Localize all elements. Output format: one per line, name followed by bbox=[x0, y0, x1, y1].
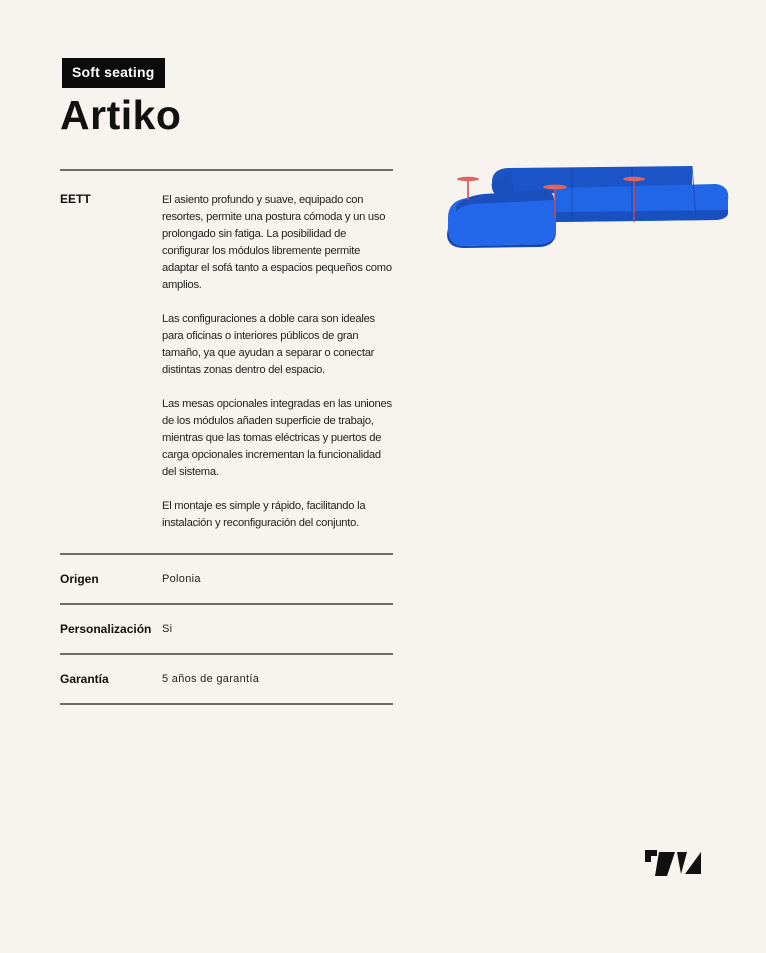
spec-table bbox=[60, 169, 393, 705]
spec-value-personalizacion: Si bbox=[162, 623, 173, 635]
spec-paragraph: El asiento profundo y suave, equipado con resortes, permite una postura cómoda y un uso prolongado sin fatiga. La posibilidad de configurar los módulos libremente permite adaptar el sofá tanto a espacios pequeños como amplios. bbox=[162, 194, 392, 291]
spec-value-origen: Polonia bbox=[162, 573, 201, 585]
blue-modular-sofa-image bbox=[444, 160, 734, 252]
spec-label-garantia: Garantía bbox=[60, 672, 109, 686]
divider bbox=[60, 703, 393, 705]
product-title: Artiko bbox=[60, 92, 182, 138]
brand-logo-icon bbox=[645, 850, 703, 876]
spec-paragraph: Las mesas opcionales integradas en las uniones de los módulos añaden superficie de trabajo, mientras que las tomas eléctricas y puertos de carga opcionales incrementan la funcionalidad del sistema. bbox=[162, 398, 392, 478]
spec-value-garantia: 5 años de garantía bbox=[162, 673, 260, 685]
spec-row-garantia bbox=[60, 655, 393, 703]
spec-label-personalizacion: Personalización bbox=[60, 622, 152, 636]
spec-paragraph: El montaje es simple y rápido, facilitando la instalación y reconfiguración del conjunto. bbox=[162, 500, 366, 529]
spec-row-personalizacion bbox=[60, 605, 393, 653]
spec-description bbox=[162, 192, 393, 532]
category-tag: Soft seating bbox=[62, 58, 165, 88]
spec-row-eett bbox=[60, 171, 393, 553]
spec-paragraph: Las configuraciones a doble cara son ideales para oficinas o interiores públicos de gran tamaño, ya que ayudan a separar o conectar distintas zonas dentro del espacio. bbox=[162, 313, 375, 376]
spec-label-origen: Origen bbox=[60, 572, 99, 586]
spec-row-origen bbox=[60, 555, 393, 603]
spec-label-eett: EETT bbox=[60, 192, 91, 206]
